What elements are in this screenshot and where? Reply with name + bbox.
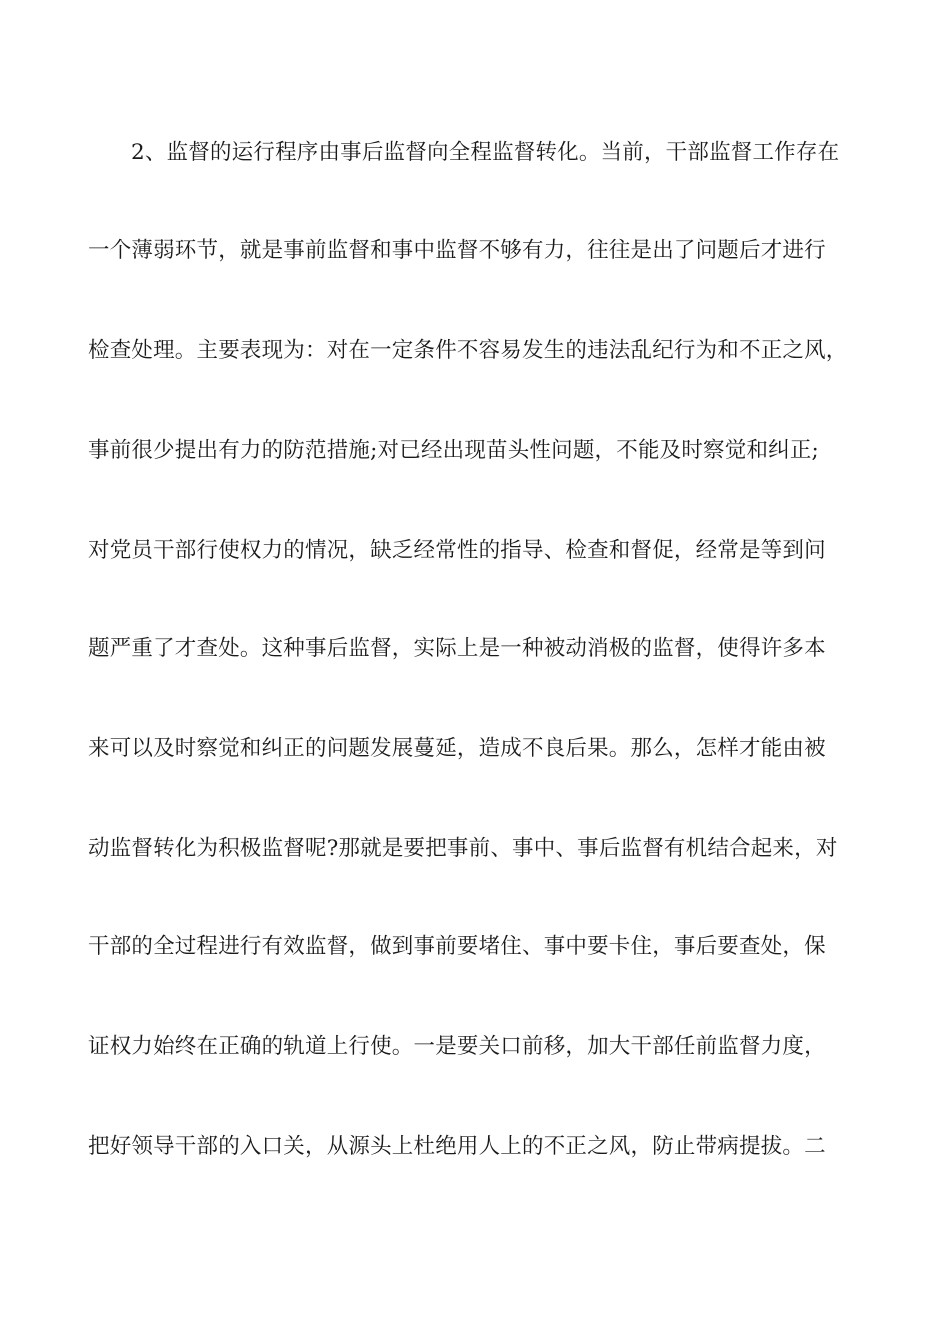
paragraph-line-6: 题严重了才查处。这种事后监督，实际上是一种被动消极的监督，使得许多本: [88, 636, 826, 661]
paragraph-line-3: 检查处理。主要表现为：对在一定条件不容易发生的违法乱纪行为和不正之风，: [88, 338, 848, 363]
paragraph-line-2: 一个薄弱环节，就是事前监督和事中监督不够有力，往往是出了问题后才进行: [88, 238, 826, 263]
paragraph-line-4: 事前很少提出有力的防范措施;对已经出现苗头性问题，不能及时察觉和纠正;: [88, 438, 819, 463]
paragraph-line-9: 干部的全过程进行有效监督，做到事前要堵住、事中要卡住，事后要查处，保: [88, 934, 826, 959]
paragraph-line-11: 把好领导干部的入口关，从源头上杜绝用人上的不正之风，防止带病提拔。二: [88, 1134, 826, 1159]
paragraph-line-7: 来可以及时察觉和纠正的问题发展蔓延，造成不良后果。那么，怎样才能由被: [88, 736, 826, 761]
paragraph-line-8: 动监督转化为积极监督呢?那就是要把事前、事中、事后监督有机结合起来，对: [88, 836, 838, 861]
paragraph-line-5: 对党员干部行使权力的情况，缺乏经常性的指导、检查和督促，经常是等到问: [88, 538, 826, 563]
paragraph-line-1: 2、监督的运行程序由事后监督向全程监督转化。当前，干部监督工作存在: [131, 140, 840, 165]
paragraph-line-10: 证权力始终在正确的轨道上行使。一是要关口前移，加大干部任前监督力度，: [88, 1034, 826, 1059]
